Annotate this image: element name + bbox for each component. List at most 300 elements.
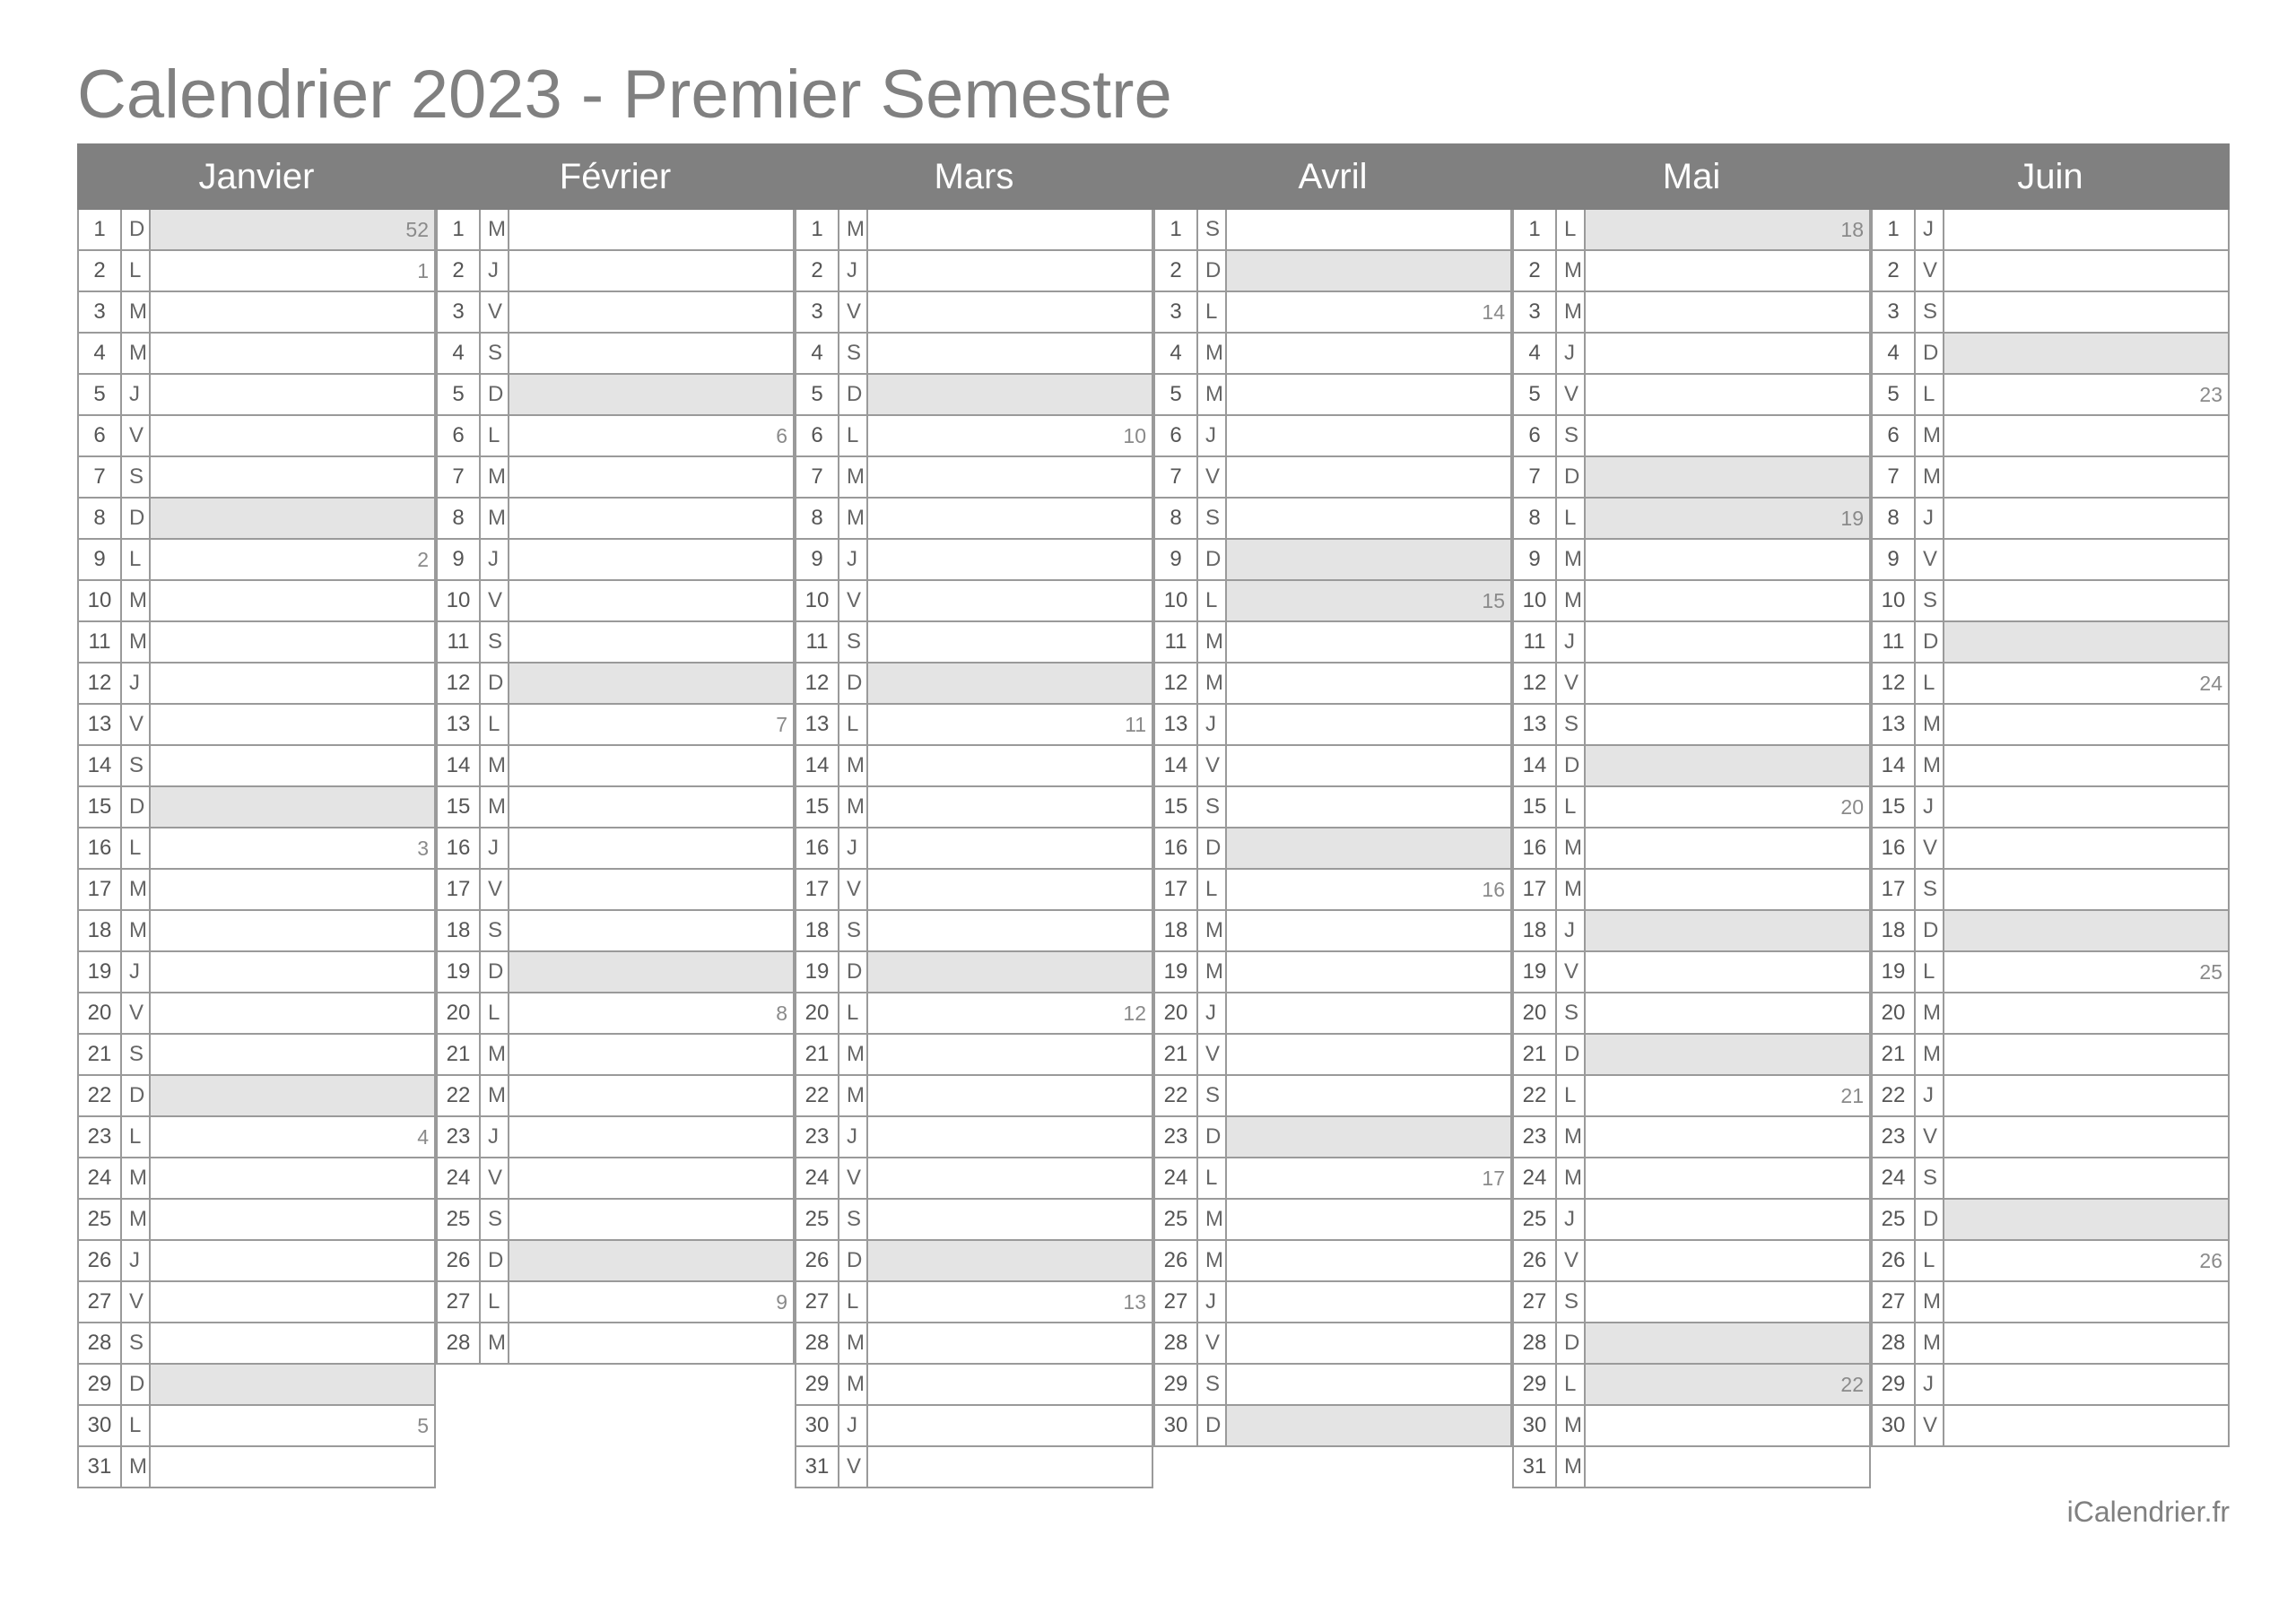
weekday-letter: D	[1557, 1323, 1586, 1363]
week-number	[1227, 1076, 1510, 1115]
weekday-letter: M	[1198, 375, 1227, 414]
day-number: 20	[796, 993, 839, 1033]
day-row	[1514, 870, 1871, 911]
week-number	[151, 1241, 434, 1280]
day-number: 30	[1514, 1406, 1557, 1445]
day-row	[1873, 251, 2230, 292]
week-number: 16	[1482, 877, 1505, 901]
day-row	[1514, 251, 1871, 292]
day-number: 21	[438, 1035, 481, 1074]
day-row	[438, 746, 795, 787]
day-number: 10	[1514, 581, 1557, 620]
week-number	[1586, 1117, 1869, 1157]
day-number: 24	[1155, 1158, 1198, 1198]
day-number: 4	[1155, 334, 1198, 373]
day-number: 12	[438, 664, 481, 703]
week-number	[151, 292, 434, 332]
day-row	[796, 375, 1153, 416]
day-row	[1873, 1323, 2230, 1365]
week-number	[151, 746, 434, 785]
day-number: 1	[438, 210, 481, 249]
day-row	[79, 1406, 436, 1447]
day-row	[1514, 334, 1871, 375]
day-number: 23	[1155, 1117, 1198, 1157]
weekday-letter: M	[122, 622, 151, 662]
day-row	[1873, 1117, 2230, 1158]
month-header: Juin	[1871, 143, 2230, 210]
day-number: 13	[1155, 705, 1198, 744]
day-row	[438, 705, 795, 746]
week-number	[1586, 664, 1869, 703]
weekday-letter: V	[1916, 251, 1944, 291]
month-column	[795, 143, 1153, 1488]
weekday-letter: V	[1557, 1241, 1586, 1280]
day-number: 25	[438, 1200, 481, 1239]
day-number: 22	[1873, 1076, 1916, 1115]
day-number: 1	[1873, 210, 1916, 249]
weekday-letter: D	[122, 787, 151, 827]
day-number: 5	[796, 375, 839, 414]
weekday-letter: M	[1557, 251, 1586, 291]
day-number: 18	[796, 911, 839, 950]
weekday-letter: V	[122, 705, 151, 744]
day-number: 30	[1155, 1406, 1198, 1445]
weekday-letter: D	[481, 375, 509, 414]
day-row	[438, 952, 795, 993]
week-number	[1586, 1158, 1869, 1198]
day-row	[1155, 993, 1512, 1035]
weekday-letter: L	[1198, 292, 1227, 332]
week-number	[1944, 499, 2228, 538]
day-number: 17	[1514, 870, 1557, 909]
weekday-letter: J	[1198, 993, 1227, 1033]
weekday-letter: J	[122, 952, 151, 992]
weekday-letter: L	[1557, 1365, 1586, 1404]
week-number	[151, 993, 434, 1033]
day-number: 18	[1514, 911, 1557, 950]
day-row	[79, 1158, 436, 1200]
day-number: 22	[438, 1076, 481, 1115]
week-number	[1586, 581, 1869, 620]
day-row	[1155, 1365, 1512, 1406]
day-number: 17	[1155, 870, 1198, 909]
day-number: 11	[1514, 622, 1557, 662]
day-row	[79, 664, 436, 705]
day-row	[1514, 210, 1871, 251]
day-number: 7	[1873, 457, 1916, 497]
week-number	[868, 1323, 1152, 1363]
day-number: 4	[1873, 334, 1916, 373]
week-number	[868, 1200, 1152, 1239]
weekday-letter: D	[122, 499, 151, 538]
day-number: 8	[1155, 499, 1198, 538]
week-number	[151, 870, 434, 909]
day-number: 18	[79, 911, 122, 950]
week-number	[1227, 1117, 1510, 1157]
week-number	[1227, 416, 1510, 455]
day-row	[1514, 993, 1871, 1035]
day-number: 10	[1155, 581, 1198, 620]
week-number	[151, 1200, 434, 1239]
week-number	[1227, 952, 1510, 992]
day-number: 16	[438, 828, 481, 868]
day-number: 24	[796, 1158, 839, 1198]
day-row	[796, 457, 1153, 499]
weekday-letter: V	[1916, 1117, 1944, 1157]
week-number	[1944, 622, 2228, 662]
day-number: 28	[1873, 1323, 1916, 1363]
weekday-letter: M	[1557, 292, 1586, 332]
day-number: 19	[1514, 952, 1557, 992]
week-number	[1944, 746, 2228, 785]
day-number: 19	[1873, 952, 1916, 992]
week-number	[1227, 622, 1510, 662]
weekday-letter: M	[839, 499, 868, 538]
day-row	[438, 1282, 795, 1323]
day-row	[1155, 1200, 1512, 1241]
day-number: 3	[1155, 292, 1198, 332]
day-row	[796, 210, 1153, 251]
day-number: 23	[1514, 1117, 1557, 1157]
day-row	[79, 375, 436, 416]
weekday-letter: V	[839, 870, 868, 909]
week-number	[509, 1323, 793, 1363]
weekday-letter: J	[1557, 911, 1586, 950]
day-row	[1155, 210, 1512, 251]
week-number	[1586, 952, 1869, 992]
weekday-letter: J	[481, 828, 509, 868]
day-number: 26	[796, 1241, 839, 1280]
week-number	[868, 664, 1152, 703]
weekday-letter: M	[839, 1323, 868, 1363]
week-number: 1	[417, 258, 429, 282]
day-row	[796, 870, 1153, 911]
day-row	[796, 334, 1153, 375]
day-number: 29	[1873, 1365, 1916, 1404]
day-number: 20	[1514, 993, 1557, 1033]
week-number	[509, 292, 793, 332]
week-number	[1944, 1035, 2228, 1074]
day-number: 23	[1873, 1117, 1916, 1157]
week-number	[1227, 210, 1510, 249]
day-row	[438, 664, 795, 705]
weekday-letter: M	[1916, 1323, 1944, 1363]
day-row	[1514, 746, 1871, 787]
week-number	[1944, 828, 2228, 868]
day-number: 25	[796, 1200, 839, 1239]
day-row	[796, 1406, 1153, 1447]
day-row	[1155, 746, 1512, 787]
day-row	[79, 787, 436, 828]
weekday-letter: D	[839, 952, 868, 992]
day-row	[438, 911, 795, 952]
day-number: 24	[438, 1158, 481, 1198]
day-number: 16	[1155, 828, 1198, 868]
weekday-letter: S	[1198, 1076, 1227, 1115]
day-number: 21	[1514, 1035, 1557, 1074]
day-number: 13	[438, 705, 481, 744]
day-row	[79, 1076, 436, 1117]
day-row	[1873, 1200, 2230, 1241]
day-row	[1873, 1241, 2230, 1282]
day-number: 16	[1514, 828, 1557, 868]
weekday-letter: D	[481, 952, 509, 992]
day-number: 23	[79, 1117, 122, 1157]
day-number: 31	[796, 1447, 839, 1487]
week-number	[151, 911, 434, 950]
day-number: 12	[1873, 664, 1916, 703]
day-row	[1155, 540, 1512, 581]
week-number	[509, 1158, 793, 1198]
day-row	[1155, 375, 1512, 416]
week-number: 26	[2199, 1248, 2222, 1272]
day-number: 27	[1514, 1282, 1557, 1322]
day-row	[79, 416, 436, 457]
weekday-letter: D	[1557, 457, 1586, 497]
weekday-letter: L	[122, 251, 151, 291]
weekday-letter: J	[481, 251, 509, 291]
day-row	[1155, 828, 1512, 870]
day-number: 9	[1873, 540, 1916, 579]
day-number: 9	[796, 540, 839, 579]
weekday-letter: S	[839, 334, 868, 373]
weekday-letter: M	[1557, 1447, 1586, 1487]
day-number: 10	[1873, 581, 1916, 620]
week-number	[1227, 1200, 1510, 1239]
day-number: 19	[438, 952, 481, 992]
week-number: 18	[1586, 210, 1869, 249]
weekday-letter: L	[1557, 499, 1586, 538]
day-row	[438, 334, 795, 375]
weekday-letter: D	[1557, 746, 1586, 785]
week-number	[151, 457, 434, 497]
day-list	[77, 210, 436, 1488]
weekday-letter: L	[1916, 375, 1944, 414]
day-number: 7	[1155, 457, 1198, 497]
day-row	[1514, 1158, 1871, 1200]
weekday-letter: L	[839, 416, 868, 455]
weekday-letter: J	[839, 1117, 868, 1157]
weekday-letter: J	[1557, 1200, 1586, 1239]
day-row	[796, 1365, 1153, 1406]
day-row	[1873, 499, 2230, 540]
week-number	[1586, 828, 1869, 868]
week-number	[868, 210, 1152, 249]
day-number: 6	[1514, 416, 1557, 455]
day-row	[1155, 1282, 1512, 1323]
day-row	[796, 705, 1153, 746]
day-number: 9	[438, 540, 481, 579]
day-number: 13	[79, 705, 122, 744]
weekday-letter: M	[1198, 952, 1227, 992]
week-number	[151, 952, 434, 992]
week-number	[151, 622, 434, 662]
weekday-letter: M	[1916, 416, 1944, 455]
day-number: 22	[79, 1076, 122, 1115]
weekday-letter: V	[839, 1447, 868, 1487]
weekday-letter: D	[122, 1365, 151, 1404]
day-number: 6	[438, 416, 481, 455]
day-number: 26	[438, 1241, 481, 1280]
week-number	[1944, 911, 2228, 950]
week-number	[868, 1406, 1152, 1445]
week-number	[868, 1076, 1152, 1115]
weekday-letter: M	[122, 1200, 151, 1239]
day-row	[796, 1323, 1153, 1365]
weekday-letter: V	[1198, 1323, 1227, 1363]
day-number: 27	[1155, 1282, 1198, 1322]
day-number: 14	[1155, 746, 1198, 785]
weekday-letter: L	[481, 1282, 509, 1322]
week-number	[1227, 911, 1510, 950]
day-row	[438, 993, 795, 1035]
day-row	[1873, 1406, 2230, 1447]
day-number: 27	[438, 1282, 481, 1322]
day-number: 28	[796, 1323, 839, 1363]
day-row	[79, 911, 436, 952]
weekday-letter: M	[1916, 993, 1944, 1033]
week-number	[1944, 870, 2228, 909]
week-number	[1944, 581, 2228, 620]
weekday-letter: L	[481, 993, 509, 1033]
weekday-letter: M	[1198, 1200, 1227, 1239]
weekday-letter: M	[1198, 334, 1227, 373]
week-number: 13	[1123, 1289, 1146, 1314]
week-number	[509, 746, 793, 785]
day-number: 26	[1514, 1241, 1557, 1280]
day-number: 8	[1514, 499, 1557, 538]
weekday-letter: S	[1198, 787, 1227, 827]
day-number: 4	[438, 334, 481, 373]
week-number	[1944, 705, 2228, 744]
day-row	[79, 622, 436, 664]
day-row	[1514, 1076, 1871, 1117]
weekday-letter: S	[1916, 870, 1944, 909]
weekday-letter: M	[122, 911, 151, 950]
day-row	[438, 416, 795, 457]
day-number: 30	[1873, 1406, 1916, 1445]
day-number: 21	[1155, 1035, 1198, 1074]
day-number: 8	[1873, 499, 1916, 538]
week-number	[1944, 540, 2228, 579]
weekday-letter: D	[1916, 334, 1944, 373]
day-row	[1155, 664, 1512, 705]
week-number	[1944, 457, 2228, 497]
weekday-letter: M	[839, 210, 868, 249]
week-number	[1944, 993, 2228, 1033]
weekday-letter: J	[839, 251, 868, 291]
day-row	[438, 499, 795, 540]
weekday-letter: M	[1198, 622, 1227, 662]
day-row	[1155, 705, 1512, 746]
day-row	[1514, 1241, 1871, 1282]
weekday-letter: J	[839, 540, 868, 579]
day-number: 16	[79, 828, 122, 868]
weekday-letter: S	[122, 1035, 151, 1074]
week-number	[509, 210, 793, 249]
weekday-letter: M	[839, 787, 868, 827]
month-header: Mars	[795, 143, 1153, 210]
month-header: Mai	[1512, 143, 1871, 210]
weekday-letter: J	[1916, 1076, 1944, 1115]
day-number: 28	[438, 1323, 481, 1363]
day-row	[796, 499, 1153, 540]
week-number	[868, 622, 1152, 662]
week-number	[868, 251, 1152, 291]
weekday-letter: J	[1557, 622, 1586, 662]
day-number: 29	[796, 1365, 839, 1404]
weekday-letter: M	[122, 581, 151, 620]
day-row	[79, 1365, 436, 1406]
weekday-letter: M	[481, 1323, 509, 1363]
day-row	[796, 664, 1153, 705]
day-number: 2	[1155, 251, 1198, 291]
day-number: 28	[1155, 1323, 1198, 1363]
weekday-letter: M	[481, 1035, 509, 1074]
day-number: 19	[79, 952, 122, 992]
weekday-letter: M	[1916, 746, 1944, 785]
day-row	[438, 210, 795, 251]
week-number	[509, 334, 793, 373]
day-row	[1155, 1406, 1512, 1447]
week-number: 19	[1586, 499, 1869, 538]
day-number: 12	[1155, 664, 1198, 703]
day-row	[1155, 787, 1512, 828]
week-number	[509, 499, 793, 538]
day-number: 2	[1514, 251, 1557, 291]
week-number	[151, 334, 434, 373]
weekday-letter: S	[1916, 292, 1944, 332]
day-number: 10	[796, 581, 839, 620]
day-row	[1514, 1406, 1871, 1447]
week-number	[509, 1117, 793, 1157]
day-number: 5	[438, 375, 481, 414]
weekday-letter: M	[1557, 581, 1586, 620]
day-number: 24	[1873, 1158, 1916, 1198]
weekday-letter: S	[1557, 993, 1586, 1033]
weekday-letter: L	[1916, 1241, 1944, 1280]
day-row	[1873, 1076, 2230, 1117]
weekday-letter: J	[481, 540, 509, 579]
day-number: 5	[79, 375, 122, 414]
footer-credit: iCalendrier.fr	[2066, 1496, 2230, 1528]
day-number: 22	[1514, 1076, 1557, 1115]
week-number	[151, 416, 434, 455]
day-number: 14	[438, 746, 481, 785]
day-number: 4	[796, 334, 839, 373]
day-row	[438, 1117, 795, 1158]
day-number: 14	[1873, 746, 1916, 785]
day-row	[1514, 952, 1871, 993]
weekday-letter: L	[1557, 210, 1586, 249]
day-row	[1873, 952, 2230, 993]
week-number	[868, 334, 1152, 373]
day-row	[438, 292, 795, 334]
calendar-grid	[77, 143, 2230, 1488]
week-number	[509, 622, 793, 662]
day-row	[79, 1241, 436, 1282]
day-row	[796, 1200, 1153, 1241]
week-number: 3	[417, 836, 429, 860]
weekday-letter: D	[481, 1241, 509, 1280]
day-number: 6	[796, 416, 839, 455]
day-number: 20	[438, 993, 481, 1033]
week-number	[151, 1158, 434, 1198]
weekday-letter: M	[481, 457, 509, 497]
week-number	[1586, 911, 1869, 950]
weekday-letter: M	[122, 870, 151, 909]
weekday-letter: M	[1198, 664, 1227, 703]
